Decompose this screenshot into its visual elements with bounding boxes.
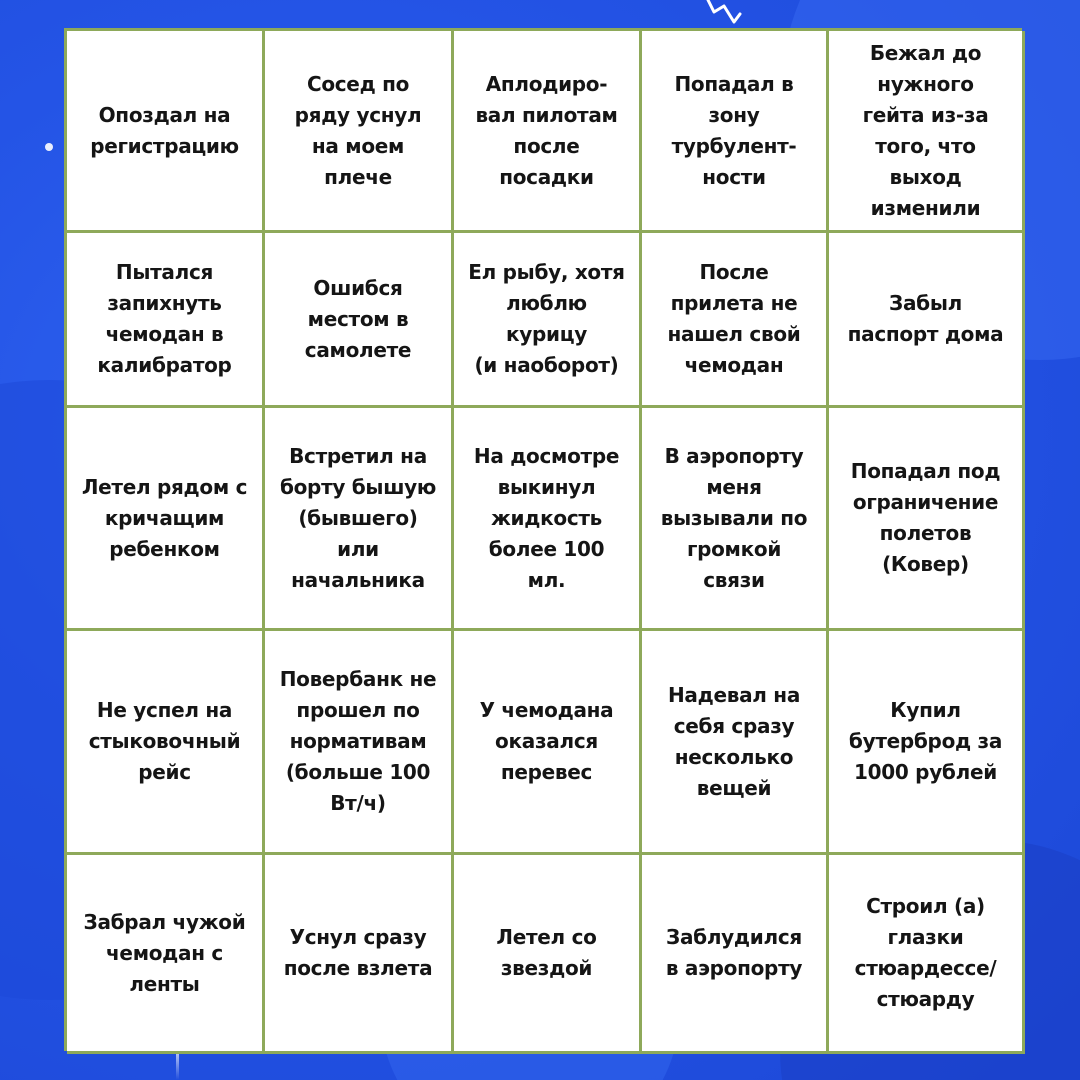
bingo-cell-text: Надевал на себя сразу несколько вещей [667, 682, 801, 800]
bingo-cell-text: Бежал до нужного гейта из-за того, что выход изменили [862, 40, 989, 220]
bingo-cell [829, 631, 1025, 855]
bingo-cell [265, 233, 454, 408]
bingo-cell [67, 408, 265, 631]
bingo-cell-text: Не успел на стыковочный рейс [88, 698, 241, 784]
bingo-cell-text: Повербанк не прошел по нормативам (больше 100 Вт/ч) [279, 667, 437, 815]
bingo-cell-text: Встретил на борту бышую (бывшего) или начальника [279, 443, 437, 592]
bingo-cell [67, 631, 265, 855]
bingo-cell [454, 31, 642, 233]
bingo-cell-text: Летел со звездой [496, 925, 597, 980]
bingo-cell-text: Заблудился в аэропорту [665, 925, 803, 980]
bingo-cell-text: Строил (а) глазки стюардессе/ стюарду [854, 894, 997, 1011]
bingo-cell [829, 408, 1025, 631]
bingo-cell-text: В аэропорту меня вызывали по громкой связи [660, 443, 808, 592]
bingo-cell-text: Летел рядом с кричащим ребенком [81, 474, 248, 561]
bingo-cell-text: Пытался запихнуть чемодан в калибратор [97, 260, 232, 377]
bingo-cell [265, 408, 454, 631]
bingo-cell-text: Попадал под ограничение полетов (Ковер) [850, 459, 1001, 576]
bingo-cell [454, 855, 642, 1054]
bingo-cell-text: После прилета не нашел свой чемодан [667, 260, 801, 377]
lightning-icon [700, 0, 760, 30]
bingo-cell-text: Купил бутерброд за 1000 рублей [848, 698, 1003, 784]
bingo-cell-text: Забыл паспорт дома [847, 291, 1004, 346]
bingo-cell [642, 855, 829, 1054]
bingo-cell [829, 233, 1025, 408]
bingo-cell [454, 233, 642, 408]
bingo-grid [64, 28, 1022, 1051]
bingo-cell [265, 31, 454, 233]
bingo-cell-text: Уснул сразу после взлета [283, 925, 433, 980]
bingo-cell [642, 31, 829, 233]
bingo-cell [454, 408, 642, 631]
bingo-cell-text: Ошибся местом в самолете [304, 275, 412, 362]
bingo-cell [67, 31, 265, 233]
bingo-cell-text: На досмотре выкинул жидкость более 100 мл. [473, 443, 620, 592]
bingo-cell [642, 408, 829, 631]
bingo-cell [67, 233, 265, 408]
bingo-cell [265, 631, 454, 855]
bingo-cell [454, 631, 642, 855]
bingo-cell [642, 233, 829, 408]
bingo-cell-text: Попадал в зону турбулент- ности [671, 71, 797, 189]
bingo-cell [67, 855, 265, 1054]
bingo-cell [829, 31, 1025, 233]
bingo-cell-text: Ел рыбу, хотя люблю курицу (и наоборот) [468, 260, 625, 377]
sparkle-icon [45, 143, 53, 151]
bingo-cell [265, 855, 454, 1054]
bingo-cell-text: Аплодиро- вал пилотам после посадки [475, 71, 618, 189]
bingo-cell [829, 855, 1025, 1054]
bingo-cell [642, 631, 829, 855]
bingo-cell-text: Забрал чужой чемодан с ленты [83, 909, 246, 996]
bingo-cell-text: У чемодана оказался перевес [479, 698, 614, 784]
bingo-cell-text: Сосед по ряду уснул на моем плече [294, 71, 422, 189]
bingo-cell-text: Опоздал на регистрацию [90, 102, 239, 158]
